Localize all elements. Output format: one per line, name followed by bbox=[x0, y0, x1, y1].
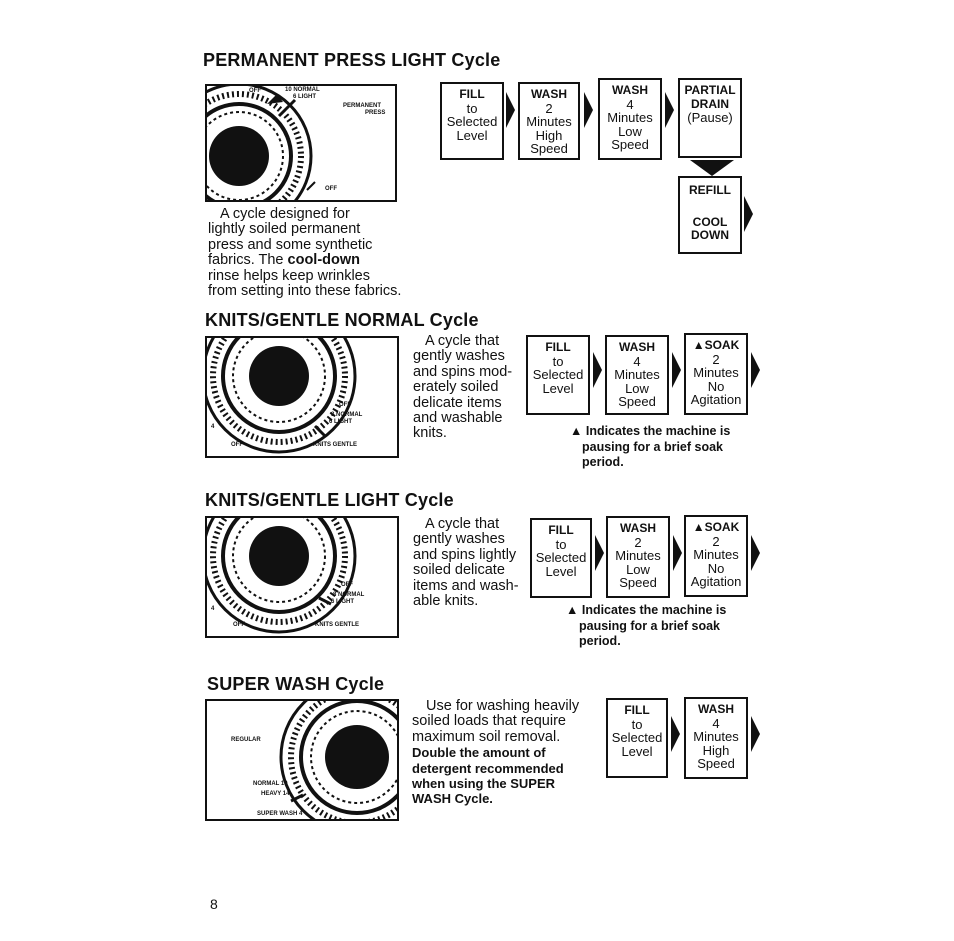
dial-illustration-permanent-press bbox=[205, 84, 397, 202]
dial-label-normal: 8 NORMAL bbox=[333, 592, 365, 598]
step-heading: WASH bbox=[619, 340, 655, 354]
flow-arrow-icon bbox=[595, 535, 604, 571]
step-line: COOL bbox=[692, 214, 728, 229]
desc-line: and washable bbox=[413, 410, 503, 427]
desc-line: lightly soiled permanent bbox=[208, 221, 361, 238]
dial-illustration-knits-normal bbox=[205, 336, 399, 458]
step-heading: FILL bbox=[624, 703, 650, 717]
step-line: Agitation bbox=[690, 392, 742, 407]
dial-label-off-bottom: OFF bbox=[231, 442, 243, 448]
step-heading: WASH bbox=[612, 83, 648, 97]
step-heading: PARTIAL bbox=[684, 83, 736, 97]
step-box-wash bbox=[605, 335, 669, 415]
step-line: Selected bbox=[611, 730, 663, 745]
dial-label-light: 6 LIGHT bbox=[331, 599, 355, 605]
step-line: to bbox=[555, 536, 567, 552]
note-line: period. bbox=[579, 634, 621, 648]
description-knits-normal bbox=[413, 334, 523, 442]
desc-line: items and wash- bbox=[413, 577, 519, 594]
dial-label-light: 6 LIGHT bbox=[293, 94, 317, 100]
flow-arrow-icon bbox=[584, 92, 593, 128]
desc-line: gently washes bbox=[413, 348, 505, 365]
flow-arrow-icon bbox=[506, 92, 515, 128]
step-line: Low bbox=[618, 123, 642, 139]
desc-line: A cycle designed for bbox=[220, 206, 350, 222]
step-line: to bbox=[552, 353, 564, 369]
soak-note bbox=[566, 603, 726, 650]
desc-line: gently washes bbox=[413, 531, 505, 548]
desc-line: press and some synthetic bbox=[208, 236, 373, 253]
desc-line bbox=[208, 253, 408, 268]
note-line: ▲ Indicates the machine is bbox=[566, 603, 727, 617]
desc-line: soiled loads that require bbox=[412, 713, 566, 730]
step-line: Minutes bbox=[693, 729, 739, 744]
desc-bold-line: Double the amount of bbox=[412, 745, 546, 761]
section-title-knits-gentle-normal: KNITS/GENTLE NORMAL Cycle bbox=[205, 310, 479, 330]
desc-line: Use for washing heavily bbox=[426, 698, 580, 714]
desc-bold-line: WASH Cycle. bbox=[412, 791, 493, 807]
step-box-fill bbox=[526, 335, 590, 415]
step-line: Speed bbox=[619, 575, 657, 590]
desc-line: soiled delicate bbox=[413, 562, 505, 579]
page-number: 8 bbox=[210, 896, 218, 912]
step-line: 2 bbox=[634, 534, 642, 550]
step-line: 2 bbox=[712, 351, 720, 367]
step-line: Minutes bbox=[614, 367, 660, 382]
dial-label-off: OFF bbox=[249, 88, 261, 94]
step-line: 4 bbox=[626, 96, 634, 112]
dial-label-super-wash: SUPER WASH 4 bbox=[257, 811, 303, 817]
down-arrow-icon bbox=[690, 160, 734, 176]
step-heading: FILL bbox=[548, 523, 574, 537]
step-line: Speed bbox=[530, 141, 568, 156]
flow-arrow-icon bbox=[665, 92, 674, 128]
step-line: Agitation bbox=[690, 574, 742, 589]
flow-arrow-icon bbox=[751, 352, 760, 388]
step-line: Minutes bbox=[693, 547, 739, 562]
flow-arrow-icon bbox=[751, 716, 760, 752]
dial-graphic bbox=[207, 701, 399, 821]
step-heading: FILL bbox=[459, 87, 485, 101]
step-heading: ▲SOAK bbox=[692, 520, 740, 534]
step-line: High bbox=[702, 742, 730, 758]
step-line: 4 bbox=[633, 353, 641, 369]
dial-label-press: PRESS bbox=[365, 110, 386, 116]
dial-label-heavy: HEAVY 14 bbox=[261, 791, 290, 797]
step-line: (Pause) bbox=[687, 110, 733, 125]
step-box-partial-drain bbox=[678, 78, 742, 158]
flow-arrow-icon bbox=[751, 535, 760, 571]
step-box-soak bbox=[684, 515, 748, 597]
step-line: Selected bbox=[532, 367, 584, 382]
section-title-knits-gentle-light: KNITS/GENTLE LIGHT Cycle bbox=[205, 490, 454, 510]
desc-bold: cool-down bbox=[287, 252, 361, 269]
flow-arrow-icon bbox=[671, 716, 680, 752]
step-line: High bbox=[535, 127, 563, 143]
step-box-fill bbox=[530, 518, 592, 598]
dial-label-knits-gentle: KNITS GENTLE bbox=[315, 622, 360, 628]
step-line: No bbox=[707, 378, 725, 394]
desc-line: erately soiled bbox=[413, 379, 499, 396]
step-heading: WASH bbox=[531, 87, 567, 101]
step-line: Level bbox=[545, 563, 577, 579]
desc-line: A cycle that bbox=[425, 333, 500, 349]
step-box-fill bbox=[440, 82, 504, 160]
dial-label-normal: 8 NORMAL bbox=[331, 412, 363, 418]
flow-arrow-icon bbox=[672, 352, 681, 388]
step-line: Level bbox=[456, 127, 488, 143]
step-line: Speed bbox=[611, 137, 649, 152]
dial-label-off-bottom: OFF bbox=[325, 186, 337, 192]
note-line: pausing for a brief soak bbox=[582, 439, 724, 454]
step-line: DRAIN bbox=[691, 96, 729, 111]
step-line: 2 bbox=[712, 533, 720, 549]
desc-bold-line: when using the SUPER bbox=[412, 776, 556, 792]
dial-label-regular: REGULAR bbox=[231, 737, 261, 743]
step-line: Low bbox=[625, 380, 649, 396]
step-line: Level bbox=[621, 743, 653, 759]
desc-line: rinse helps keep wrinkles bbox=[208, 267, 370, 284]
dial-label-normal: NORMAL 10 bbox=[253, 781, 288, 787]
step-line: to bbox=[466, 100, 478, 116]
desc-line: able knits. bbox=[413, 593, 479, 610]
step-line: Minutes bbox=[615, 548, 661, 563]
desc-line: maximum soil removal. bbox=[412, 728, 561, 745]
step-box-wash bbox=[684, 697, 748, 779]
section-title-super-wash: SUPER WASH Cycle bbox=[207, 674, 385, 694]
dial-graphic bbox=[207, 338, 399, 458]
step-line: Minutes bbox=[693, 365, 739, 380]
desc-line: and spins mod- bbox=[413, 363, 513, 380]
note-line: pausing for a brief soak bbox=[579, 618, 721, 633]
description-knits-light bbox=[413, 517, 528, 609]
step-heading: FILL bbox=[545, 340, 571, 354]
step-box-wash bbox=[606, 516, 670, 598]
desc-bold-line: detergent recommended bbox=[412, 760, 564, 776]
dial-label-off: OFF bbox=[339, 402, 351, 408]
dial-label-permanent: PERMANENT bbox=[343, 103, 382, 109]
step-box-wash bbox=[598, 78, 662, 160]
step-box-refill-cool-down bbox=[678, 176, 742, 254]
description-permanent-press bbox=[208, 207, 408, 299]
dial-graphic bbox=[207, 518, 399, 638]
dial-label-knits-gentle: KNITS GENTLE bbox=[313, 442, 358, 448]
dial-illustration-knits-light bbox=[205, 516, 399, 638]
step-heading: REFILL bbox=[689, 183, 731, 197]
desc-line: knits. bbox=[413, 425, 447, 442]
description-super-wash bbox=[412, 699, 602, 807]
step-box-soak bbox=[684, 333, 748, 415]
desc-line: A cycle that bbox=[425, 516, 500, 532]
step-line: Low bbox=[626, 561, 650, 577]
dial-label-off: OFF bbox=[341, 582, 353, 588]
step-line: Speed bbox=[697, 756, 735, 771]
step-line: 4 bbox=[712, 715, 720, 731]
dial-label-normal: 10 NORMAL bbox=[285, 87, 320, 93]
note-line: ▲ Indicates the machine is bbox=[570, 424, 731, 438]
dial-label-off-bottom: OFF bbox=[233, 622, 245, 628]
step-line: DOWN bbox=[691, 228, 729, 242]
step-heading: WASH bbox=[698, 702, 734, 716]
desc-line: delicate items bbox=[413, 394, 502, 411]
soak-note bbox=[570, 424, 730, 471]
step-box-wash bbox=[518, 82, 580, 160]
flow-arrow-icon bbox=[673, 535, 682, 571]
desc-text: fabrics. The bbox=[208, 252, 288, 269]
flow-arrow-icon bbox=[744, 196, 753, 232]
step-line: Minutes bbox=[607, 110, 653, 125]
dial-label-four: 4 bbox=[211, 424, 215, 430]
step-line: Minutes bbox=[526, 114, 572, 129]
step-line: to bbox=[631, 716, 643, 732]
step-line: No bbox=[707, 560, 725, 576]
step-heading: ▲SOAK bbox=[692, 338, 740, 352]
step-line: Level bbox=[542, 380, 574, 396]
section-title-permanent-press-light: PERMANENT PRESS LIGHT Cycle bbox=[203, 50, 501, 70]
desc-line: from setting into these fabrics. bbox=[208, 283, 402, 300]
step-line: Selected bbox=[446, 114, 498, 129]
step-line: Selected bbox=[535, 550, 587, 565]
step-line: Speed bbox=[618, 394, 656, 409]
flow-arrow-icon bbox=[593, 352, 602, 388]
step-box-fill bbox=[606, 698, 668, 778]
dial-label-four: 4 bbox=[211, 606, 215, 612]
desc-line: and spins lightly bbox=[413, 546, 517, 563]
note-line: period. bbox=[582, 455, 624, 469]
dial-illustration-super-wash bbox=[205, 699, 399, 821]
dial-label-light: 6 LIGHT bbox=[329, 419, 353, 425]
step-heading: WASH bbox=[620, 521, 656, 535]
step-line: 2 bbox=[545, 100, 553, 116]
spacer bbox=[680, 198, 740, 216]
